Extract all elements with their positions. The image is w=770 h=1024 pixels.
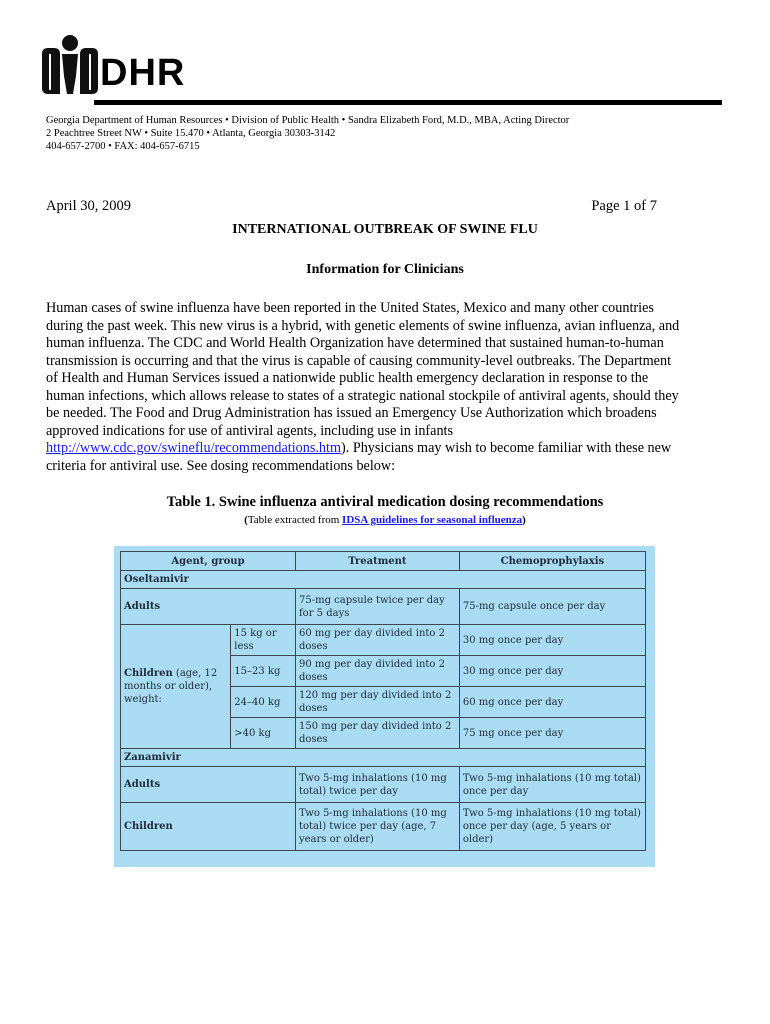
zanamivir-label: Zanamivir xyxy=(121,749,646,767)
weight-cell: >40 kg xyxy=(231,718,296,749)
header-rule xyxy=(94,100,722,105)
dhr-logo-icon xyxy=(40,34,100,96)
oseltamivir-adults-treatment: 75-mg capsule twice per day for 5 days xyxy=(295,589,459,625)
dosing-table-image xyxy=(114,546,655,867)
header-chemoprophylaxis: Chemoprophylaxis xyxy=(459,552,645,571)
treatment-cell: 120 mg per day divided into 2 doses xyxy=(295,687,459,718)
body-line: during the past week. This new virus is a hybrid, with genetic elements of swine influenza, avian influenza, and xyxy=(46,317,680,334)
weight-cell: 15 kg or less xyxy=(231,625,296,656)
body-line: be needed. The Food and Drug Administration has issued an Emergency Use Authorization which broadens xyxy=(46,405,657,421)
weight-cell: 15–23 kg xyxy=(231,656,296,687)
table-row xyxy=(121,589,646,625)
intro-paragraph xyxy=(46,300,726,475)
body-line: approved indications for use of antiviral agents, including use in infants xyxy=(46,422,454,439)
oseltamivir-group-row xyxy=(121,571,646,589)
table-header-row xyxy=(121,552,646,571)
zanamivir-adults-treatment: Two 5-mg inhalations (10 mg total) twice per day xyxy=(295,767,459,803)
body-after-link: ). Physicians may wish to become familiar with these new xyxy=(341,440,672,456)
treatment-cell: 90 mg per day divided into 2 doses xyxy=(295,656,459,687)
document-date: April 30, 2009 xyxy=(46,198,131,214)
body-line: human influenza. The CDC and World Health Organization have determined that sustained human-to-human xyxy=(46,335,664,351)
letterhead-line-3: 404-657-2700 • FAX: 404-657-6715 xyxy=(46,141,200,152)
page-number: Page 1 of 7 xyxy=(591,198,657,214)
zanamivir-adults-label: Adults xyxy=(121,767,296,803)
header-agent-group: Agent, group xyxy=(121,552,296,571)
letterhead-line-1: Georgia Department of Human Resources • Division of Public Health • Sandra Elizabeth Ford, M.D., MBA, Acting Director xyxy=(46,115,570,126)
table-row xyxy=(121,625,646,656)
oseltamivir-label: Oseltamivir xyxy=(121,571,646,589)
oseltamivir-children-label: Children xyxy=(124,668,173,679)
zanamivir-adults-prophylaxis: Two 5-mg inhalations (10 mg total) once per day xyxy=(459,767,645,803)
oseltamivir-adults-prophylaxis: 75-mg capsule once per day xyxy=(459,589,645,625)
table-row xyxy=(121,803,646,851)
table-row xyxy=(121,767,646,803)
zanamivir-children-treatment: Two 5-mg inhalations (10 mg total) twice per day (age, 7 years or older) xyxy=(295,803,459,851)
table-caption: Table 1. Swine influenza antiviral medication dosing recommendations xyxy=(166,494,604,510)
body-line: of Health and Human Services issued a nationwide public health emergency declaration in response to the xyxy=(46,370,649,386)
close-paren: ) xyxy=(522,514,526,526)
page-title: INTERNATIONAL OUTBREAK OF SWINE FLU xyxy=(232,222,538,237)
oseltamivir-children-cell xyxy=(121,625,231,749)
body-line: human infections, which allows release to states of a strategic national stockpile of antiviral agents, should they xyxy=(46,387,679,404)
body-line: criteria for antiviral use. See dosing recommendations below: xyxy=(46,457,396,474)
prophylaxis-cell: 75 mg once per day xyxy=(459,718,645,749)
logo-wordmark: DHR xyxy=(100,52,186,94)
table-source-prefix: Table extracted from xyxy=(247,514,343,526)
weight-cell: 24–40 kg xyxy=(231,687,296,718)
prophylaxis-cell: 30 mg once per day xyxy=(459,656,645,687)
treatment-cell: 150 mg per day divided into 2 doses xyxy=(295,718,459,749)
treatment-cell: 60 mg per day divided into 2 doses xyxy=(295,625,459,656)
table-source xyxy=(0,514,770,526)
open-paren: ( xyxy=(244,514,248,526)
dosing-table xyxy=(120,551,646,851)
oseltamivir-children-note: (age, 12 months or older), weight: xyxy=(124,668,218,705)
body-line: Human cases of swine influenza have been reported in the United States, Mexico and many other countries xyxy=(46,300,654,316)
idsa-guidelines-link[interactable]: IDSA guidelines for seasonal influenza xyxy=(342,514,523,526)
oseltamivir-adults-label: Adults xyxy=(121,589,296,625)
cdc-recommendations-link[interactable]: http://www.cdc.gov/swineflu/recommendations.htm xyxy=(46,440,341,456)
page-subtitle: Information for Clinicians xyxy=(306,262,464,277)
body-line: transmission is occurring and that the virus is capable of causing community-level outbreaks. The Department xyxy=(46,352,672,369)
zanamivir-children-label: Children xyxy=(121,803,296,851)
zanamivir-group-row xyxy=(121,749,646,767)
body-line-with-link xyxy=(46,440,726,458)
zanamivir-children-prophylaxis: Two 5-mg inhalations (10 mg total) once per day (age, 5 years or older) xyxy=(459,803,645,851)
prophylaxis-cell: 30 mg once per day xyxy=(459,625,645,656)
letterhead-line-2: 2 Peachtree Street NW • Suite 15.470 • Atlanta, Georgia 30303-3142 xyxy=(46,128,336,139)
prophylaxis-cell: 60 mg once per day xyxy=(459,687,645,718)
header-treatment: Treatment xyxy=(295,552,459,571)
